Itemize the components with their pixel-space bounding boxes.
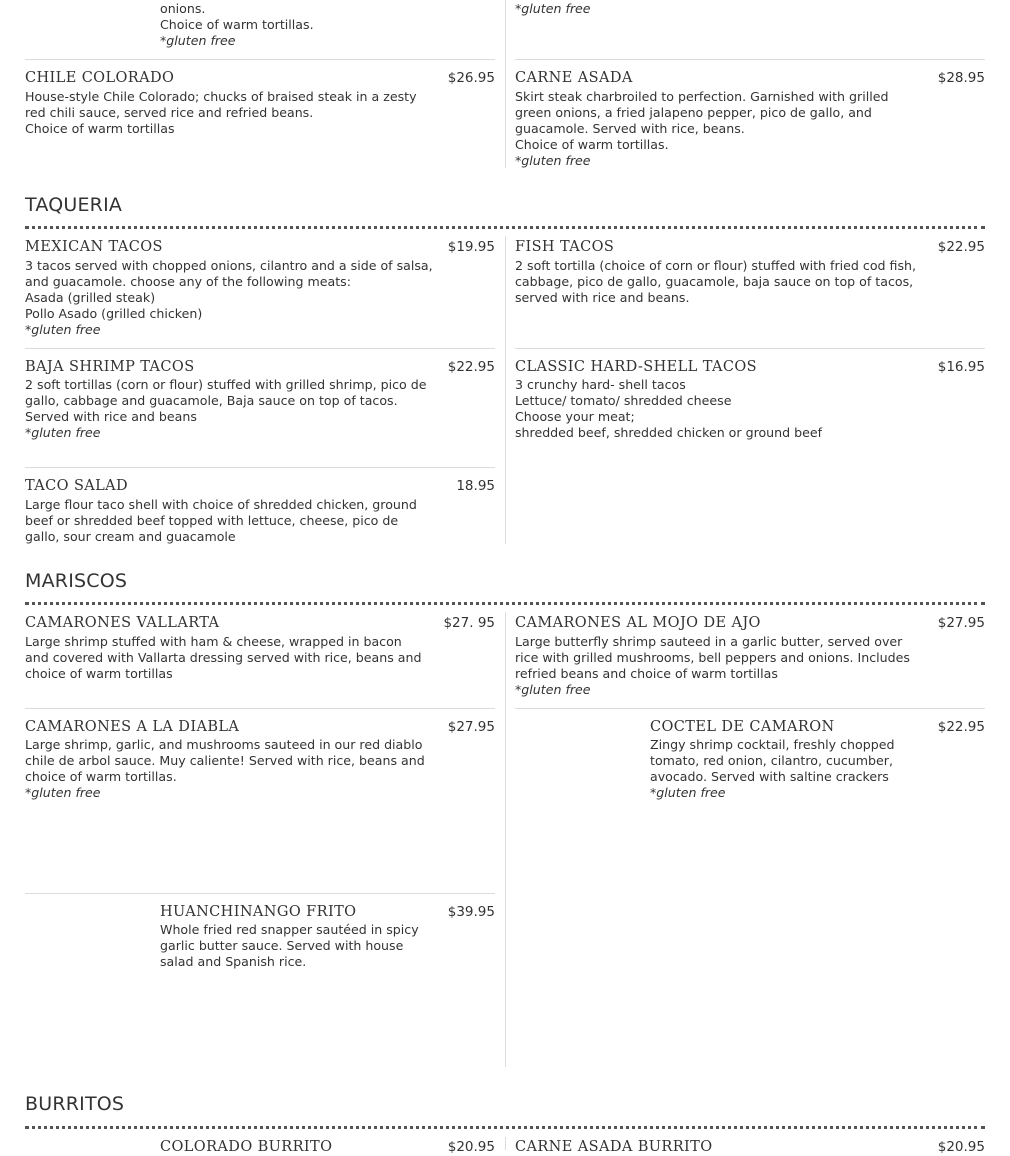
column-divider [505,1137,506,1150]
item-name: MEXICAN TACOS [25,239,163,255]
item-separator [515,59,985,60]
description-line: rice with grilled mushrooms, bell peppers and onions. Includes [515,650,910,665]
description-line: red chili sauce, served rice and refried beans. [25,105,314,120]
description-line: 2 soft tortilla (choice of corn or flour) stuffed with fried cod fish, [515,258,917,273]
item-name: CARNE ASADA [515,70,633,86]
column-divider [505,236,506,544]
item-description [25,89,417,137]
item-description [515,1,591,17]
item-separator [25,708,495,709]
item-separator [25,348,495,349]
item-name: CAMARONES A LA DIABLA [25,719,240,735]
gluten-free-note: *gluten free [515,1,591,16]
description-line: chile de arbol sauce. Muy caliente! Served with rice, beans and [25,753,425,768]
gluten-free-note: *gluten free [515,153,591,168]
column-divider [505,612,506,1067]
gluten-free-note: *gluten free [160,33,236,48]
item-name: COCTEL DE CAMARON [650,719,835,735]
description-line: garlic butter sauce. Served with house [160,938,404,953]
gluten-free-note: *gluten free [515,682,591,697]
description-line: 3 crunchy hard- shell tacos [515,377,686,392]
gluten-free-note: *gluten free [25,322,101,337]
description-line: Zingy shrimp cocktail, freshly chopped [650,737,895,752]
description-line: onions. [160,1,206,16]
description-line: Pollo Asado (grilled chicken) [25,306,203,321]
section-divider [25,226,985,229]
description-line: House-style Chile Colorado; chucks of braised steak in a zesty [25,89,417,104]
section-divider [25,602,985,605]
section-title-taqueria: TAQUERIA [25,194,123,216]
item-name: BAJA SHRIMP TACOS [25,359,195,375]
description-line: Lettuce/ tomato/ shredded cheese [515,393,732,408]
description-line: Choice of warm tortillas. [160,17,314,32]
item-description [25,497,417,545]
description-line: gallo, sour cream and guacamole [25,529,236,544]
item-price: $39.95 [447,904,495,920]
description-line: gallo, cabbage and guacamole, Baja sauce on top of tacos. [25,393,398,408]
description-line: green onions, a fried jalapeno pepper, pico de gallo, and [515,105,872,120]
item-name: FISH TACOS [515,239,615,255]
item-name: CLASSIC HARD-SHELL TACOS [515,359,757,375]
item-name: TACO SALAD [25,478,129,494]
item-description [515,258,916,306]
item-separator [515,348,985,349]
item-separator [25,893,495,894]
description-line: shredded beef, shredded chicken or ground beef [515,425,823,440]
description-line: and guacamole. choose any of the following meats: [25,274,351,289]
gluten-free-note: *gluten free [25,425,101,440]
description-line: Whole fried red snapper sautéed in spicy [160,922,419,937]
description-line: 2 soft tortillas (corn or flour) stuffed with grilled shrimp, pico de [25,377,427,392]
description-line: 3 tacos served with chopped onions, cilantro and a side of salsa, [25,258,433,273]
description-line: salad and Spanish rice. [160,954,307,969]
description-line: choice of warm tortillas [25,666,173,681]
description-line: cabbage, pico de gallo, guacamole, baja sauce on top of tacos, [515,274,914,289]
item-description [160,922,419,970]
description-line: Large butterfly shrimp sauteed in a garlic butter, served over [515,634,903,649]
description-line: tomato, red onion, cilantro, cucumber, [650,753,893,768]
description-line: refried beans and choice of warm tortillas [515,666,778,681]
item-description [160,1,314,49]
item-price: $20.95 [447,1139,495,1155]
item-price: $27.95 [937,615,985,631]
item-name: CAMARONES AL MOJO DE AJO [515,615,761,631]
section-title-burritos: BURRITOS [25,1093,125,1115]
description-line: served with rice and beans. [515,290,690,305]
description-line: choice of warm tortillas. [25,769,177,784]
description-line: Large shrimp stuffed with ham & cheese, wrapped in bacon [25,634,402,649]
description-line: Choice of warm tortillas [25,121,175,136]
description-line: avocado. Served with saltine crackers [650,769,889,784]
item-price: $19.95 [447,239,495,255]
item-price: $22.95 [937,239,985,255]
item-price: $27. 95 [443,615,495,631]
description-line: Large flour taco shell with choice of shredded chicken, ground [25,497,417,512]
description-line: Choice of warm tortillas. [515,137,669,152]
description-line: Skirt steak charbroiled to perfection. Garnished with grilled [515,89,889,104]
item-separator [25,467,495,468]
description-line: Served with rice and beans [25,409,197,424]
item-description [25,258,433,338]
item-price: $28.95 [937,70,985,86]
item-name: HUANCHINANGO FRITO [160,904,357,920]
item-description [25,377,426,441]
gluten-free-note: *gluten free [650,785,726,800]
description-line: Asada (grilled steak) [25,290,156,305]
item-name: COLORADO BURRITO [160,1139,333,1155]
gluten-free-note: *gluten free [25,785,101,800]
item-separator [515,708,985,709]
section-divider [25,1126,985,1129]
item-price: 18.95 [456,478,495,494]
item-description [25,737,425,801]
item-price: $27.95 [447,719,495,735]
item-name: CHILE COLORADO [25,70,175,86]
description-line: and covered with Vallarta dressing served with rice, beans and [25,650,422,665]
item-price: $22.95 [937,719,985,735]
item-price: $20.95 [937,1139,985,1155]
item-name: CARNE ASADA BURRITO [515,1139,713,1155]
item-price: $16.95 [937,359,985,375]
item-price: $22.95 [447,359,495,375]
section-title-mariscos: MARISCOS [25,570,128,592]
column-divider [505,0,506,168]
item-description [650,737,894,801]
item-description [515,377,822,441]
description-line: Large shrimp, garlic, and mushrooms sauteed in our red diablo [25,737,423,752]
item-name: CAMARONES VALLARTA [25,615,220,631]
description-line: beef or shredded beef topped with lettuce, cheese, pico de [25,513,399,528]
item-description [515,89,888,169]
description-line: guacamole. Served with rice, beans. [515,121,745,136]
item-description [515,634,910,698]
item-separator [25,59,495,60]
description-line: Choose your meat; [515,409,635,424]
item-description [25,634,422,682]
item-price: $26.95 [447,70,495,86]
